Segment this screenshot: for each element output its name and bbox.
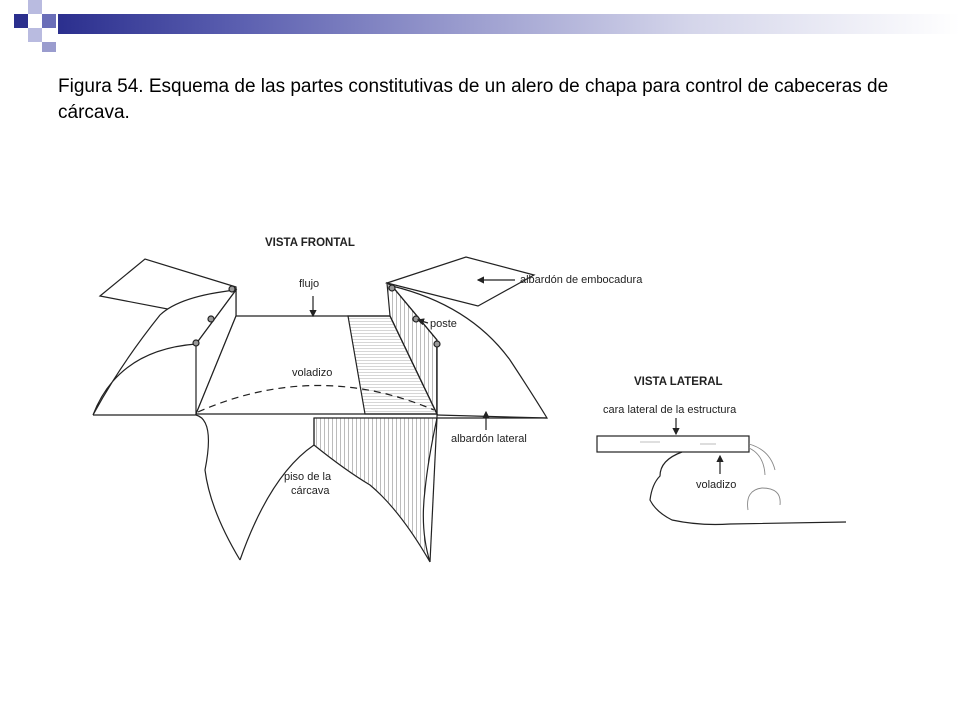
post-circle-4	[389, 285, 395, 291]
gully-floor	[314, 418, 437, 562]
ground-left	[93, 415, 240, 560]
label-poste: poste	[430, 318, 457, 330]
label-voladizo: voladizo	[292, 367, 333, 379]
post-circle-3	[193, 340, 199, 346]
figure-caption: Figura 54. Esquema de las partes constitutivas de un alero de chapa para control de cabeceras de cárcava.	[58, 76, 889, 123]
post-circle-2	[208, 316, 214, 322]
label-piso-line1: piso de la	[284, 471, 332, 483]
lateral-water-1	[749, 444, 775, 470]
post-circle-6	[434, 341, 440, 347]
lateral-view	[597, 418, 846, 525]
post-circle-5	[413, 316, 419, 322]
label-lateral-voladizo: voladizo	[696, 479, 737, 491]
frontal-view	[93, 257, 547, 562]
label-cara-lateral: cara lateral de la estructura	[603, 404, 737, 416]
lateral-title: VISTA LATERAL	[634, 376, 723, 388]
label-piso-line2: cárcava	[291, 485, 330, 497]
post-circle-1	[229, 286, 235, 292]
label-albardon-lateral: albardón lateral	[451, 433, 527, 445]
frontal-title: VISTA FRONTAL	[265, 237, 355, 249]
lateral-water-2	[749, 448, 765, 475]
label-flujo: flujo	[299, 278, 320, 290]
lateral-plunge-pool	[748, 488, 781, 510]
lateral-plate	[597, 436, 749, 452]
lateral-earth-profile	[650, 452, 846, 525]
label-albardon-embocadura: albardón de embocadura	[520, 274, 643, 286]
